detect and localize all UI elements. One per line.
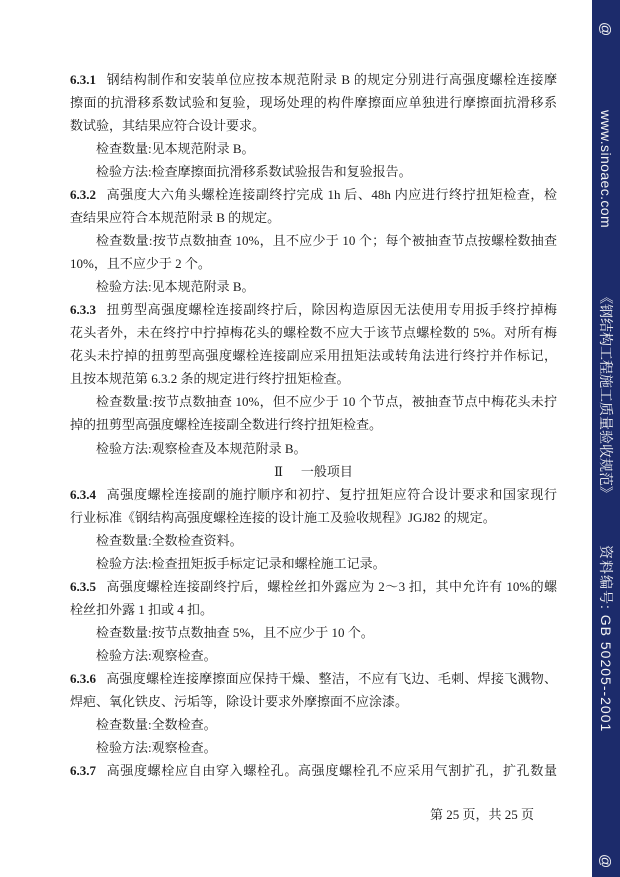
clause-text-line: 且按本规范第 6.3.2 条的规定进行终拧扭矩检查。 [70,371,350,387]
clause-text: 高强度大六角头螺栓连接副终拧完成 1h 后、48h 内应进行终拧扭矩检查，检 [106,187,557,203]
clause-text: 高强度螺栓连接摩擦面应保持干燥、整洁，不应有飞边、毛刺、焊接飞溅物、 [106,670,557,686]
clause-line [70,183,557,206]
clause-number: 6.3.7 [70,762,96,778]
clause-text-line: 花头未拧掉的扭剪型高强度螺栓连接副应采用扭矩法或转角法进行终拧并作标记， [70,348,557,364]
inspection-quantity-line-cont: 10%，且不应少于 2 个。 [70,256,211,272]
clause-line [70,759,557,782]
clause-text-line: 查结果应符合本规范附录 B 的规定。 [70,210,281,226]
clause-text: 高强度螺栓应自由穿入螺栓孔。高强度螺栓孔不应采用气割扩孔，扩孔数量 [106,762,557,778]
clause-number: 6.3.5 [70,578,96,594]
clause-text: 高强度螺栓连接副终拧后，螺栓丝扣外露应为 2～3 扣，其中允许有 10%的螺 [106,578,557,594]
side-strip [592,0,620,877]
inspection-quantity-line: 检查数量:全数检查资料。 [96,532,243,548]
inspection-quantity-line: 检查数量:按节点数抽查 5%，且不应少于 10 个。 [96,624,374,640]
clause-text: 钢结构制作和安装单位应按本规范附录 B 的规定分别进行高强度螺栓连接摩 [106,72,557,87]
inspection-method-line: 检验方法:观察检查。 [96,647,217,663]
clause-line [70,483,557,506]
at-mark-top: @ [598,22,614,37]
inspection-quantity-line-cont: 掉的扭剪型高强度螺栓连接副全数进行终拧扭矩检查。 [70,417,383,433]
section-numeral: Ⅱ [274,463,283,479]
inspection-method-line: 检验方法:观察检查。 [96,739,217,755]
document-body [70,68,557,782]
inspection-method-line: 检验方法:检查摩擦面抗滑移系数试验报告和复验报告。 [96,164,412,180]
clause-line [70,298,557,321]
clause-text: 高强度螺栓连接副的施拧顺序和初拧、复拧扭矩应符合设计要求和国家现行 [106,486,557,502]
clause-text-line: 花头者外，未在终拧中拧掉梅花头的螺栓数不应大于该节点螺栓数的 5%。对所有梅 [70,325,557,341]
clause-line [70,667,557,690]
clause-number: 6.3.6 [70,670,96,686]
inspection-quantity-line: 检查数量:按节点数抽查 10%，但不应少于 10 个节点，被抽查节点中梅花头未拧 [96,394,557,410]
clause-text-line: 数试验，其结果应符合设计要求。 [70,118,266,134]
inspection-quantity-line: 检查数量:按节点数抽查 10%，且不应少于 10 个；每个被抽查节点按螺栓数抽查 [96,233,557,249]
clause-text-line: 栓丝扣外露 1 扣或 4 扣。 [70,601,214,617]
document-title-vertical: 《钢结构工程施工质量验收规范》 [598,290,614,500]
clause-number: 6.3.3 [70,302,96,318]
inspection-method-line: 检验方法:检查扭矩扳手标定记录和螺栓施工记录。 [96,555,386,571]
clause-text-line: 擦面的抗滑移系数试验和复验，现场处理的构件摩擦面应单独进行摩擦面抗滑移系 [70,95,557,111]
section-title: 一般项目 [300,463,353,479]
document-code-label: 资料编号: GB 50205--2001 [598,545,614,733]
inspection-quantity-line: 检查数量:见本规范附录 B。 [96,141,255,157]
inspection-quantity-line: 检查数量:全数检查。 [96,716,217,732]
clause-number: 6.3.2 [70,187,96,203]
clause-number: 6.3.1 [70,72,96,87]
clause-line [70,575,557,598]
page-footer: 第 25 页，共 25 页 [430,807,535,822]
clause-text-line: 行业标准《钢结构高强度螺栓连接的设计施工及验收规程》JGJ82 的规定。 [70,509,496,525]
at-mark-bottom: @ [598,854,614,869]
inspection-method-line: 检验方法:见本规范附录 B。 [96,279,255,295]
clause-text: 扭剪型高强度螺栓连接副终拧后，除因构造原因无法使用专用扳手终拧掉梅 [106,302,557,318]
clause-number: 6.3.4 [70,486,96,502]
website-label: www.sinoaec.com [598,110,614,229]
section-heading [70,460,557,483]
clause-text-line: 焊疤、氧化铁皮、污垢等，除设计要求外摩擦面不应涂漆。 [70,693,409,709]
clause-line [70,68,557,91]
inspection-method-line: 检验方法:观察检查及本规范附录 B。 [96,440,307,456]
